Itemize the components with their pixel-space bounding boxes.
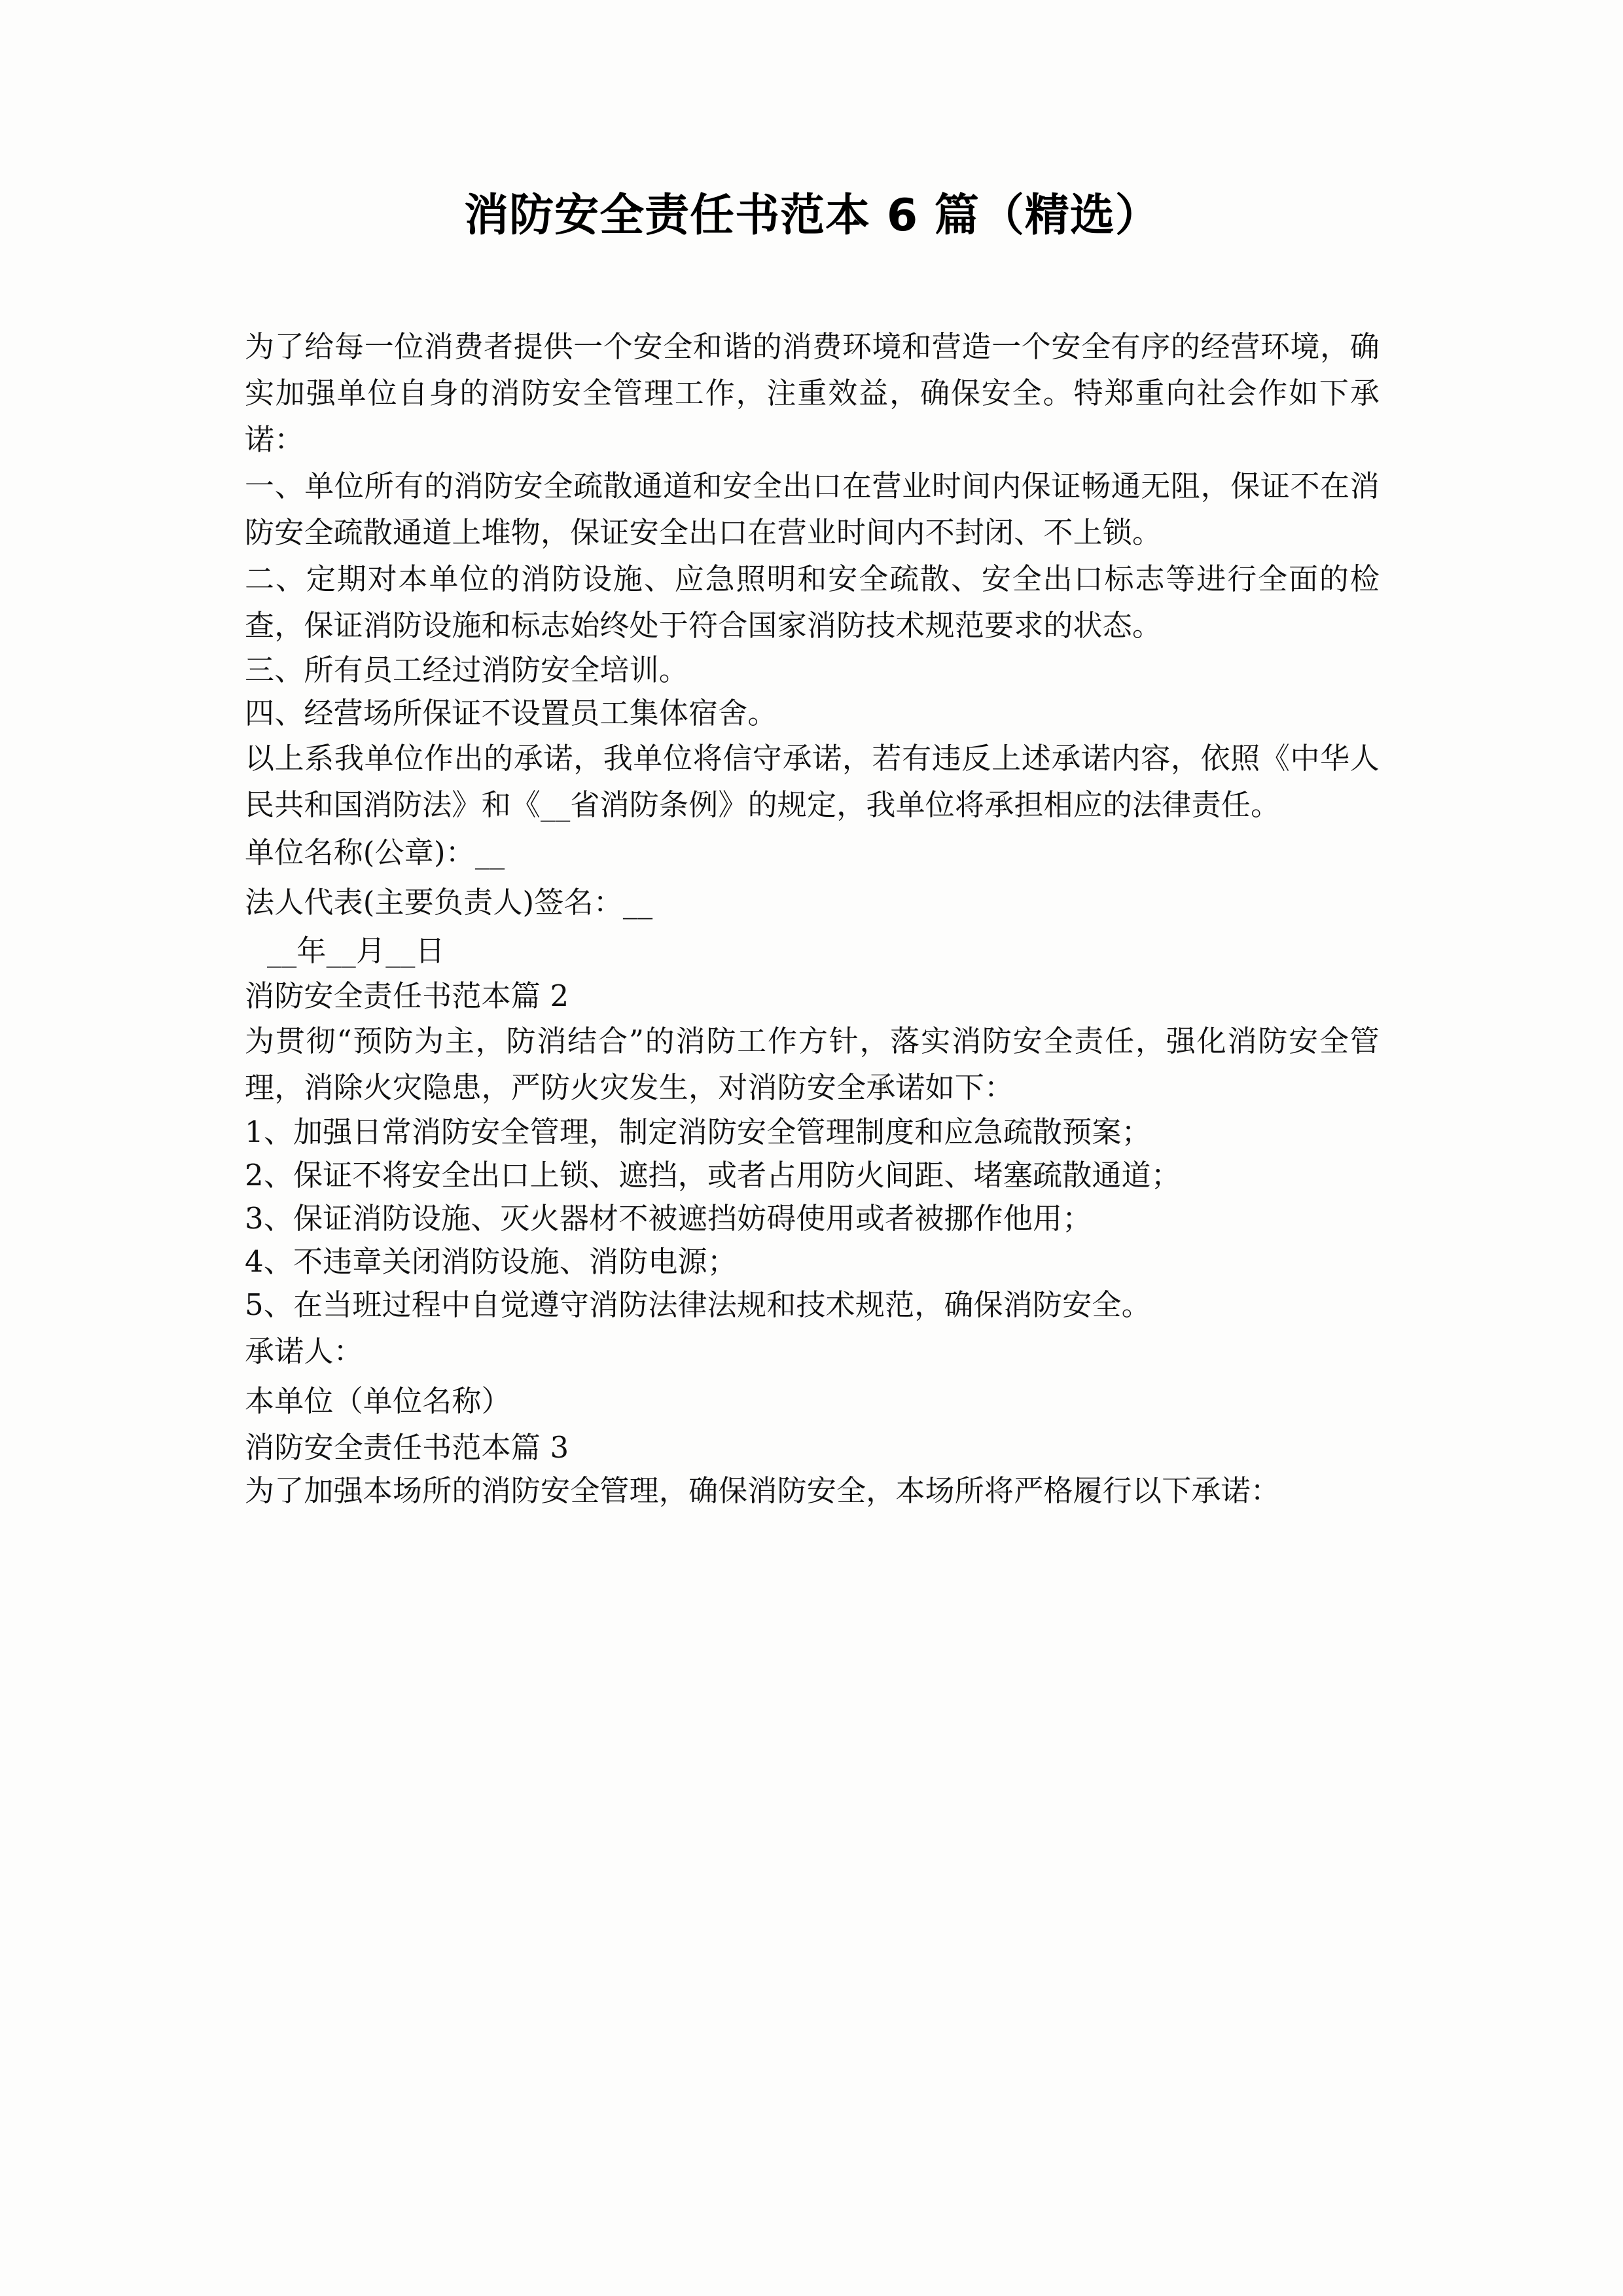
promisor-field[interactable]: 承诺人： [245, 1334, 363, 1369]
section-3-heading: 消防安全责任书范本篇 3 [245, 1430, 569, 1465]
section-2-item-2: 2、保证不将安全出口上锁、遮挡，或者占用防火间距、堵塞疏散通道； [245, 1158, 1181, 1193]
section-1-item-3: 三、所有员工经过消防安全培训。 [245, 653, 689, 687]
section-2-item-5: 5、在当班过程中自觉遵守消防法律法规和技术规范，确保消防安全。 [245, 1287, 1151, 1322]
section-1-item-2: 二、定期对本单位的消防设施、应急照明和安全疏散、安全出口标志等进行全面的检查，保证消防设施和标志始终处于符合国家消防技术规范要求的状态。 [245, 562, 1380, 643]
unit-name-seal-field[interactable]: 单位名称(公章)：__ [245, 835, 505, 870]
section-2-item-3: 3、保证消防设施、灭火器材不被遮挡妨碍使用或者被挪作他用； [245, 1201, 1092, 1236]
section-1-intro-paragraph: 为了给每一位消费者提供一个安全和谐的消费环境和营造一个安全有序的经营环境，确实加强单位自身的消防安全管理工作，注重效益，确保安全。特郑重向社会作如下承诺： [245, 329, 1380, 457]
section-2-heading: 消防安全责任书范本篇 2 [245, 978, 569, 1013]
date-field[interactable]: __年__月__日 [267, 933, 445, 968]
section-1-closing-paragraph: 以上系我单位作出的承诺，我单位将信守承诺，若有违反上述承诺内容，依照《中华人民共和国消防法》和《__省消防条例》的规定，我单位将承担相应的法律责任。 [245, 741, 1380, 822]
section-2-item-1: 1、加强日常消防安全管理，制定消防安全管理制度和应急疏散预案； [245, 1115, 1151, 1149]
legal-representative-signature-field[interactable]: 法人代表(主要负责人)签名：__ [245, 885, 653, 920]
section-1-item-1: 一、单位所有的消防安全疏散通道和安全出口在营业时间内保证畅通无阻，保证不在消防安全疏散通道上堆物，保证安全出口在营业时间内不封闭、不上锁。 [245, 469, 1380, 550]
page-title: 消防安全责任书范本 6 篇（精选） [464, 190, 1160, 242]
document-content-column [245, 0, 1380, 1513]
section-1-item-4: 四、经营场所保证不设置员工集体宿舍。 [245, 696, 777, 730]
section-3-intro-paragraph: 为了加强本场所的消防安全管理，确保消防安全，本场所将严格履行以下承诺： [245, 1473, 1281, 1508]
section-2-item-4: 4、不违章关闭消防设施、消防电源； [245, 1244, 738, 1279]
section-2-intro-paragraph: 为贯彻“预防为主，防消结合”的消防工作方针，落实消防安全责任，强化消防安全管理，消除火灾隐患，严防火灾发生，对消防安全承诺如下： [245, 1024, 1380, 1105]
unit-name-field[interactable]: 本单位（单位名称） [245, 1384, 511, 1418]
